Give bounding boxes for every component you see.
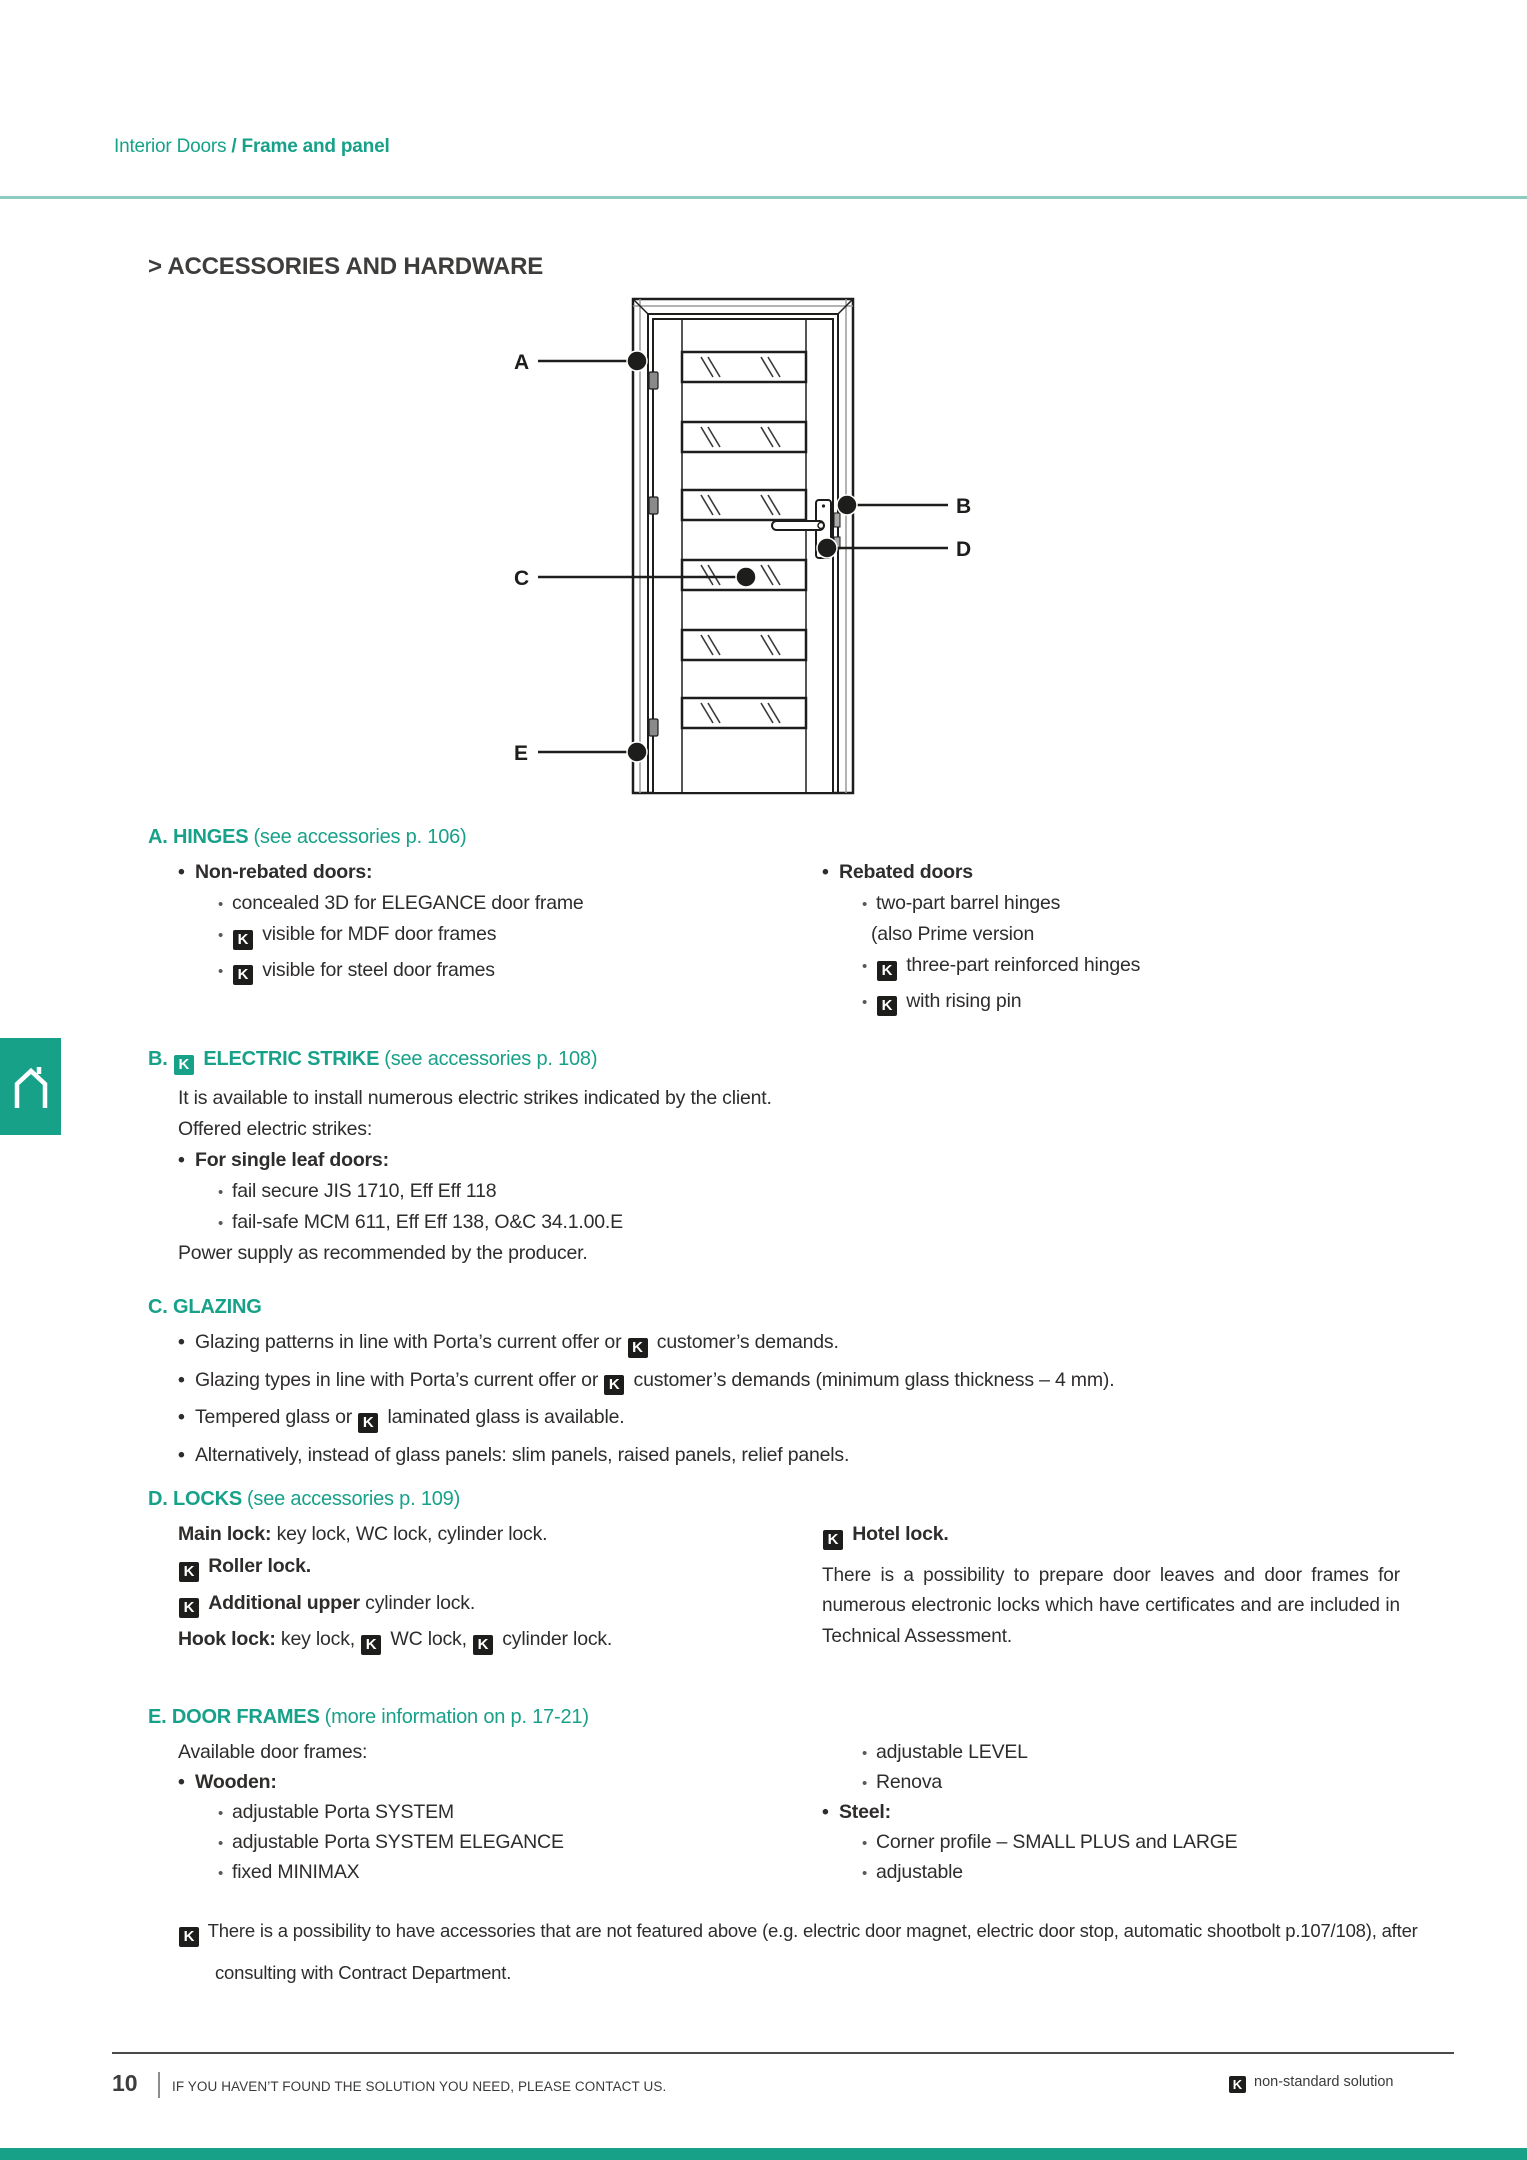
home-tab[interactable]	[0, 1038, 61, 1135]
k-icon: K	[473, 1635, 493, 1655]
section-heading-note: (see accessories p. 109)	[246, 1488, 461, 1510]
text-line: K There is a possibility to have accessories that are not featured above (e.g. electric door magnet, electric door stop, automatic shootbolt p.107/108), after	[178, 1920, 1458, 1947]
section-heading-text: A. HINGES	[148, 826, 249, 848]
label-e: E	[514, 742, 529, 765]
k-icon: K	[877, 996, 897, 1016]
section-heading-note: (see accessories p. 106)	[253, 826, 467, 848]
text-line: • Alternatively, instead of glass panels: slim panels, raised panels, relief panels.	[178, 1445, 1458, 1466]
text-line: • two-part barrel hinges	[862, 893, 1458, 914]
section-heading-text: B. K ELECTRIC STRIKE	[148, 1048, 380, 1073]
text-line: There is a possibility to prepare door leaves and door frames for numerous electronic locks which have certificates and are included in Technical Assessment.	[822, 1564, 1400, 1647]
text-line: • Wooden:	[178, 1772, 822, 1793]
bottom-note	[148, 1920, 1458, 1998]
text-line: (also Prime version	[871, 923, 1035, 945]
text-line: • fail-safe MCM 611, Eff Eff 138, O&C 34.1.00.E	[218, 1212, 1458, 1233]
text-line: • K three-part reinforced hinges	[862, 955, 1458, 981]
locks-right-list	[822, 1524, 1458, 1663]
door-diagram	[500, 295, 980, 805]
text-line: • Steel:	[822, 1802, 1458, 1823]
text-line: • Renova	[862, 1772, 1458, 1793]
section-glazing-heading	[148, 1296, 1458, 1319]
section-locks-heading	[148, 1488, 1458, 1511]
electric-strike-list	[148, 1088, 1458, 1264]
text-line: It is available to install numerous electric strikes indicated by the client.	[178, 1086, 772, 1109]
text-line: K Additional upper cylinder lock.	[178, 1593, 822, 1619]
text-line: • fixed MINIMAX	[218, 1862, 822, 1883]
hinge-top	[649, 372, 658, 389]
section-electric-strike	[148, 1048, 1458, 1274]
locks-left-list	[148, 1524, 822, 1666]
text-line: • Corner profile – SMALL PLUS and LARGE	[862, 1832, 1458, 1853]
hinges-right-list	[822, 862, 1458, 1026]
section-electric-strike-heading	[148, 1048, 1458, 1075]
text-line: • adjustable Porta SYSTEM	[218, 1802, 822, 1823]
breadcrumb-section: Interior Doors	[114, 136, 232, 157]
door-frames-left-list	[148, 1742, 822, 1892]
k-icon: K	[823, 1530, 843, 1550]
header-divider	[0, 196, 1527, 199]
text-line: • Glazing patterns in line with Porta’s current offer or K customer’s demands.	[178, 1332, 1458, 1358]
section-hinges	[148, 826, 1458, 1026]
breadcrumb-current: / Frame and panel	[231, 136, 390, 157]
section-heading-note: (see accessories p. 108)	[384, 1048, 598, 1070]
label-b: B	[956, 495, 972, 518]
text-line: consulting with Contract Department.	[215, 1961, 512, 1983]
section-door-frames	[148, 1706, 1458, 1892]
text-line: • Glazing types in line with Porta’s current offer or K customer’s demands (minimum glass thickness – 4 mm).	[178, 1370, 1458, 1396]
bottom-accent-bar	[0, 2148, 1527, 2160]
page-title: > ACCESSORIES AND HARDWARE	[148, 253, 544, 280]
footer-separator	[158, 2072, 160, 2098]
section-heading-text: D. LOCKS	[148, 1488, 242, 1510]
text-line: • adjustable	[862, 1862, 1458, 1883]
text-line: K Hotel lock.	[822, 1524, 1458, 1550]
home-icon	[9, 1062, 53, 1112]
text-line: Power supply as recommended by the producer.	[178, 1241, 588, 1264]
hinge-middle	[649, 497, 658, 514]
k-icon: K	[174, 1055, 194, 1075]
text-line: Main lock: key lock, WC lock, cylinder lock.	[178, 1523, 548, 1545]
text-line: • Tempered glass or K laminated glass is available.	[178, 1407, 1458, 1433]
callout-a	[538, 351, 647, 371]
text-line: Hook lock: key lock, K WC lock, K cylinder lock.	[178, 1628, 613, 1653]
text-line: • adjustable Porta SYSTEM ELEGANCE	[218, 1832, 822, 1853]
text-line: • K visible for steel door frames	[218, 960, 822, 986]
callout-b	[837, 495, 948, 515]
k-icon: K	[1229, 2076, 1246, 2093]
footer-message: IF YOU HAVEN’T FOUND THE SOLUTION YOU NEED, PLEASE CONTACT US.	[172, 2079, 667, 2094]
footer-legend: K non-standard solution	[1228, 2074, 1394, 2093]
k-icon: K	[877, 961, 897, 981]
text-line: • Non-rebated doors:	[178, 862, 822, 883]
breadcrumb	[114, 136, 390, 158]
k-icon: K	[233, 930, 253, 950]
text-line: • fail secure JIS 1710, Eff Eff 118	[218, 1181, 1458, 1202]
door-diagram-svg	[500, 295, 980, 805]
text-line: K Roller lock.	[178, 1556, 822, 1582]
k-icon: K	[628, 1338, 648, 1358]
label-a: A	[514, 351, 530, 374]
section-glazing	[148, 1296, 1458, 1478]
k-icon: K	[604, 1375, 624, 1395]
section-heading-text: E. DOOR FRAMES	[148, 1706, 320, 1728]
text-line: Available door frames:	[178, 1741, 368, 1763]
k-icon: K	[361, 1635, 381, 1655]
hinge-bottom	[649, 719, 658, 736]
text-line: • adjustable LEVEL	[862, 1742, 1458, 1763]
bottom-note-list	[148, 1920, 1458, 1983]
section-heading-text: C. GLAZING	[148, 1296, 262, 1318]
k-icon: K	[233, 965, 253, 985]
callout-e	[538, 742, 647, 762]
k-icon: K	[179, 1562, 199, 1582]
text-line: • K with rising pin	[862, 991, 1458, 1017]
section-hinges-heading	[148, 826, 1458, 849]
text-line: • K visible for MDF door frames	[218, 924, 822, 950]
text-line: Offered electric strikes:	[178, 1117, 373, 1140]
text-line: • concealed 3D for ELEGANCE door frame	[218, 893, 822, 914]
k-icon: K	[179, 1598, 199, 1618]
text-line: • Rebated doors	[822, 862, 1458, 883]
glazing-list	[148, 1332, 1458, 1466]
k-icon: K	[179, 1927, 199, 1947]
section-locks	[148, 1488, 1458, 1666]
label-c: C	[514, 567, 530, 590]
door-frames-right-list	[822, 1742, 1458, 1892]
section-heading-note: (more information on p. 17-21)	[324, 1706, 589, 1728]
page-number: 10	[112, 2070, 138, 2096]
section-door-frames-heading	[148, 1706, 1458, 1729]
footer-divider	[112, 2052, 1454, 2054]
label-d: D	[956, 538, 972, 561]
text-line: • For single leaf doors:	[178, 1150, 1458, 1171]
k-icon: K	[358, 1413, 378, 1433]
hinges-left-list	[148, 862, 822, 995]
